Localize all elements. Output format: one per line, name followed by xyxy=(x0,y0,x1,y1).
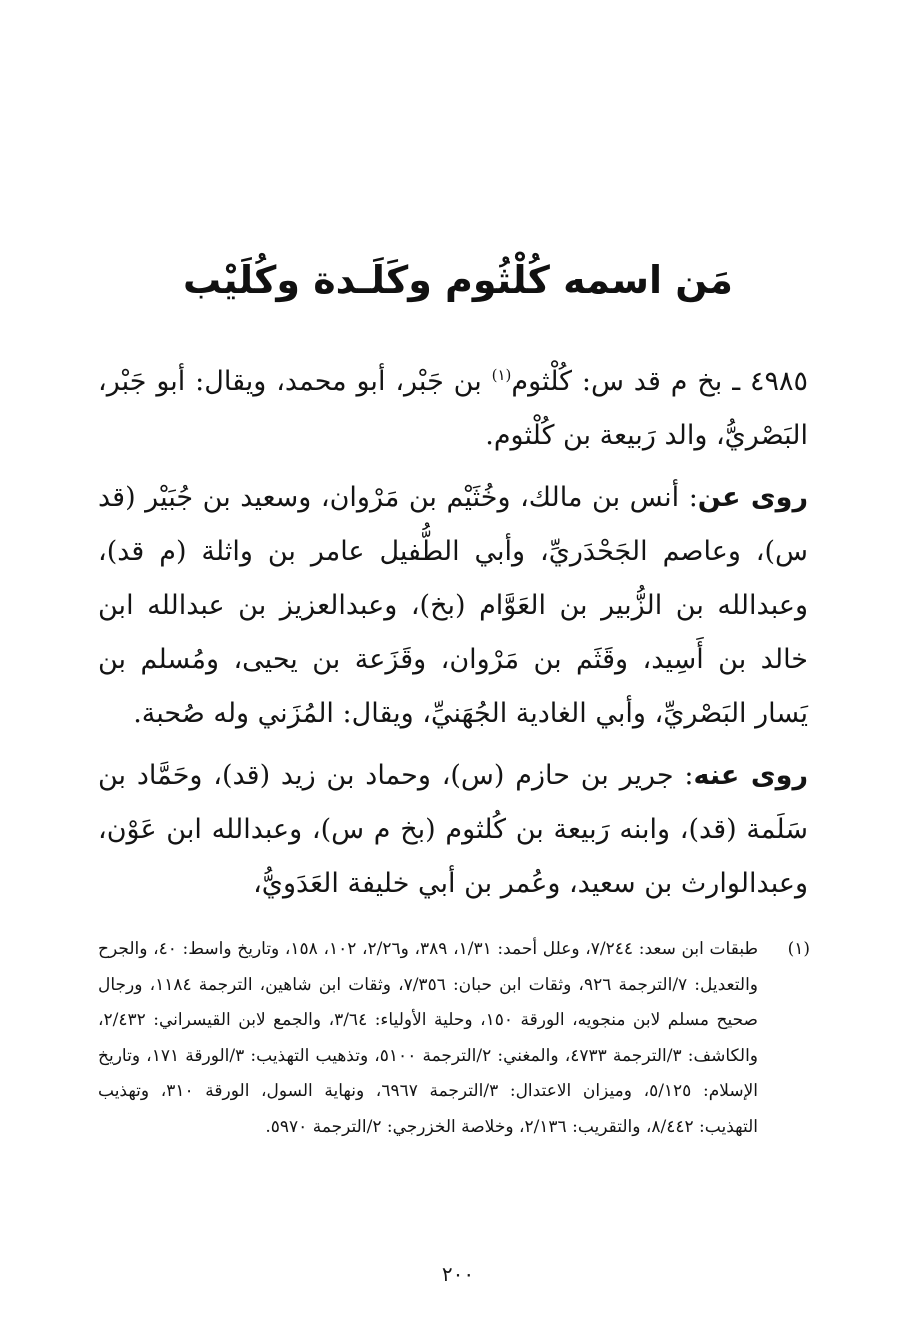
entry-paragraph xyxy=(98,355,808,463)
narrated-by-label: روى عنه xyxy=(693,760,808,791)
narrated-by-text: : جرير بن حازم (س)، وحماد بن زيد (قد)، وحَمَّاد بن سَلَمة (قد)، وابنه رَبيعة بن كُلثوم (بخ م س)، وعبدالله ابن عَوْن، وعبدالوارث بن سعيد، وعُمر بن أبي خليفة العَدَويُّ، xyxy=(98,760,808,899)
main-text xyxy=(98,355,808,919)
footnote-reference[interactable]: (١) xyxy=(491,366,512,384)
narrated-by-paragraph xyxy=(98,749,808,911)
section-heading: مَن اسمه كُلْثُوم وكَلَـدة وكُلَيْب xyxy=(183,258,733,302)
footnote-text: طبقات ابن سعد: ٧/٢٤٤، وعلل أحمد: ١/٣١، ٣٨٩، و٢/٢٦، ١٠٢، ١٥٨، وتاريخ واسط: ٤٠، والجرح والتعديل: ٧/الترجمة ٩٢٦، وثقات ابن حبان: ٧/٣٥٦، وثقات ابن شاهين، الترجمة ١١٨٤، ورجال صحيح مسلم لابن منجويه، الورقة ١٥٠، وحلية الأولياء: ٣/٦٤، والجمع لابن القيسراني: ٢/٤٣٢، والكاشف: ٣/الترجمة ٤٧٣٣، والمغني: ٢/الترجمة ٥١٠٠، وتذهيب التهذيب: ٣/الورقة ١٧١، وتاريخ الإسلام: ٥/١٢٥، وميزان الاعتدال: ٣/الترجمة ٦٩٦٧، ونهاية السول، الورقة ٣١٠، وتهذيب التهذيب: ٨/٤٤٢، والتقريب: ٢/١٣٦، وخلاصة الخزرجي: ٢/الترجمة ٥٩٧٠. xyxy=(98,939,759,1137)
narrated-from-label: روى عن xyxy=(697,482,808,513)
entry-number: ٤٩٨٥ xyxy=(749,366,808,397)
entry-intro: ـ بخ م قد س: كُلْثوم xyxy=(511,366,750,397)
entry-intro-rest: بن جَبْر، أبو محمد، ويقال: أبو جَبْر، البَصْريُّ، والد رَبيعة بن كُلْثوم. xyxy=(98,366,808,451)
narrated-from-paragraph xyxy=(98,471,808,741)
footnote-number: (١) xyxy=(787,939,810,959)
narrated-from-text: : أنس بن مالك، وخُثَيْم بن مَرْوان، وسعيد بن جُبَيْر (قد س)، وعاصم الجَحْدَريِّ، وأبي الطُّفيل عامر بن واثلة (م قد)، وعبدالله بن الزُّبير بن العَوَّام (بخ)، وعبدالعزيز بن عبدالله ابن خالد بن أَسِيد، وقَثَم بن مَرْوان، وقَزَعة بن يحيى، ومُسلم بن يَسار البَصْريِّ، وأبي الغادية الجُهَنيِّ، ويقال: المُزَني وله صُحبة. xyxy=(98,482,808,729)
page-number: ٢٠٠ xyxy=(441,1262,475,1286)
footnotes-section xyxy=(98,932,810,1145)
